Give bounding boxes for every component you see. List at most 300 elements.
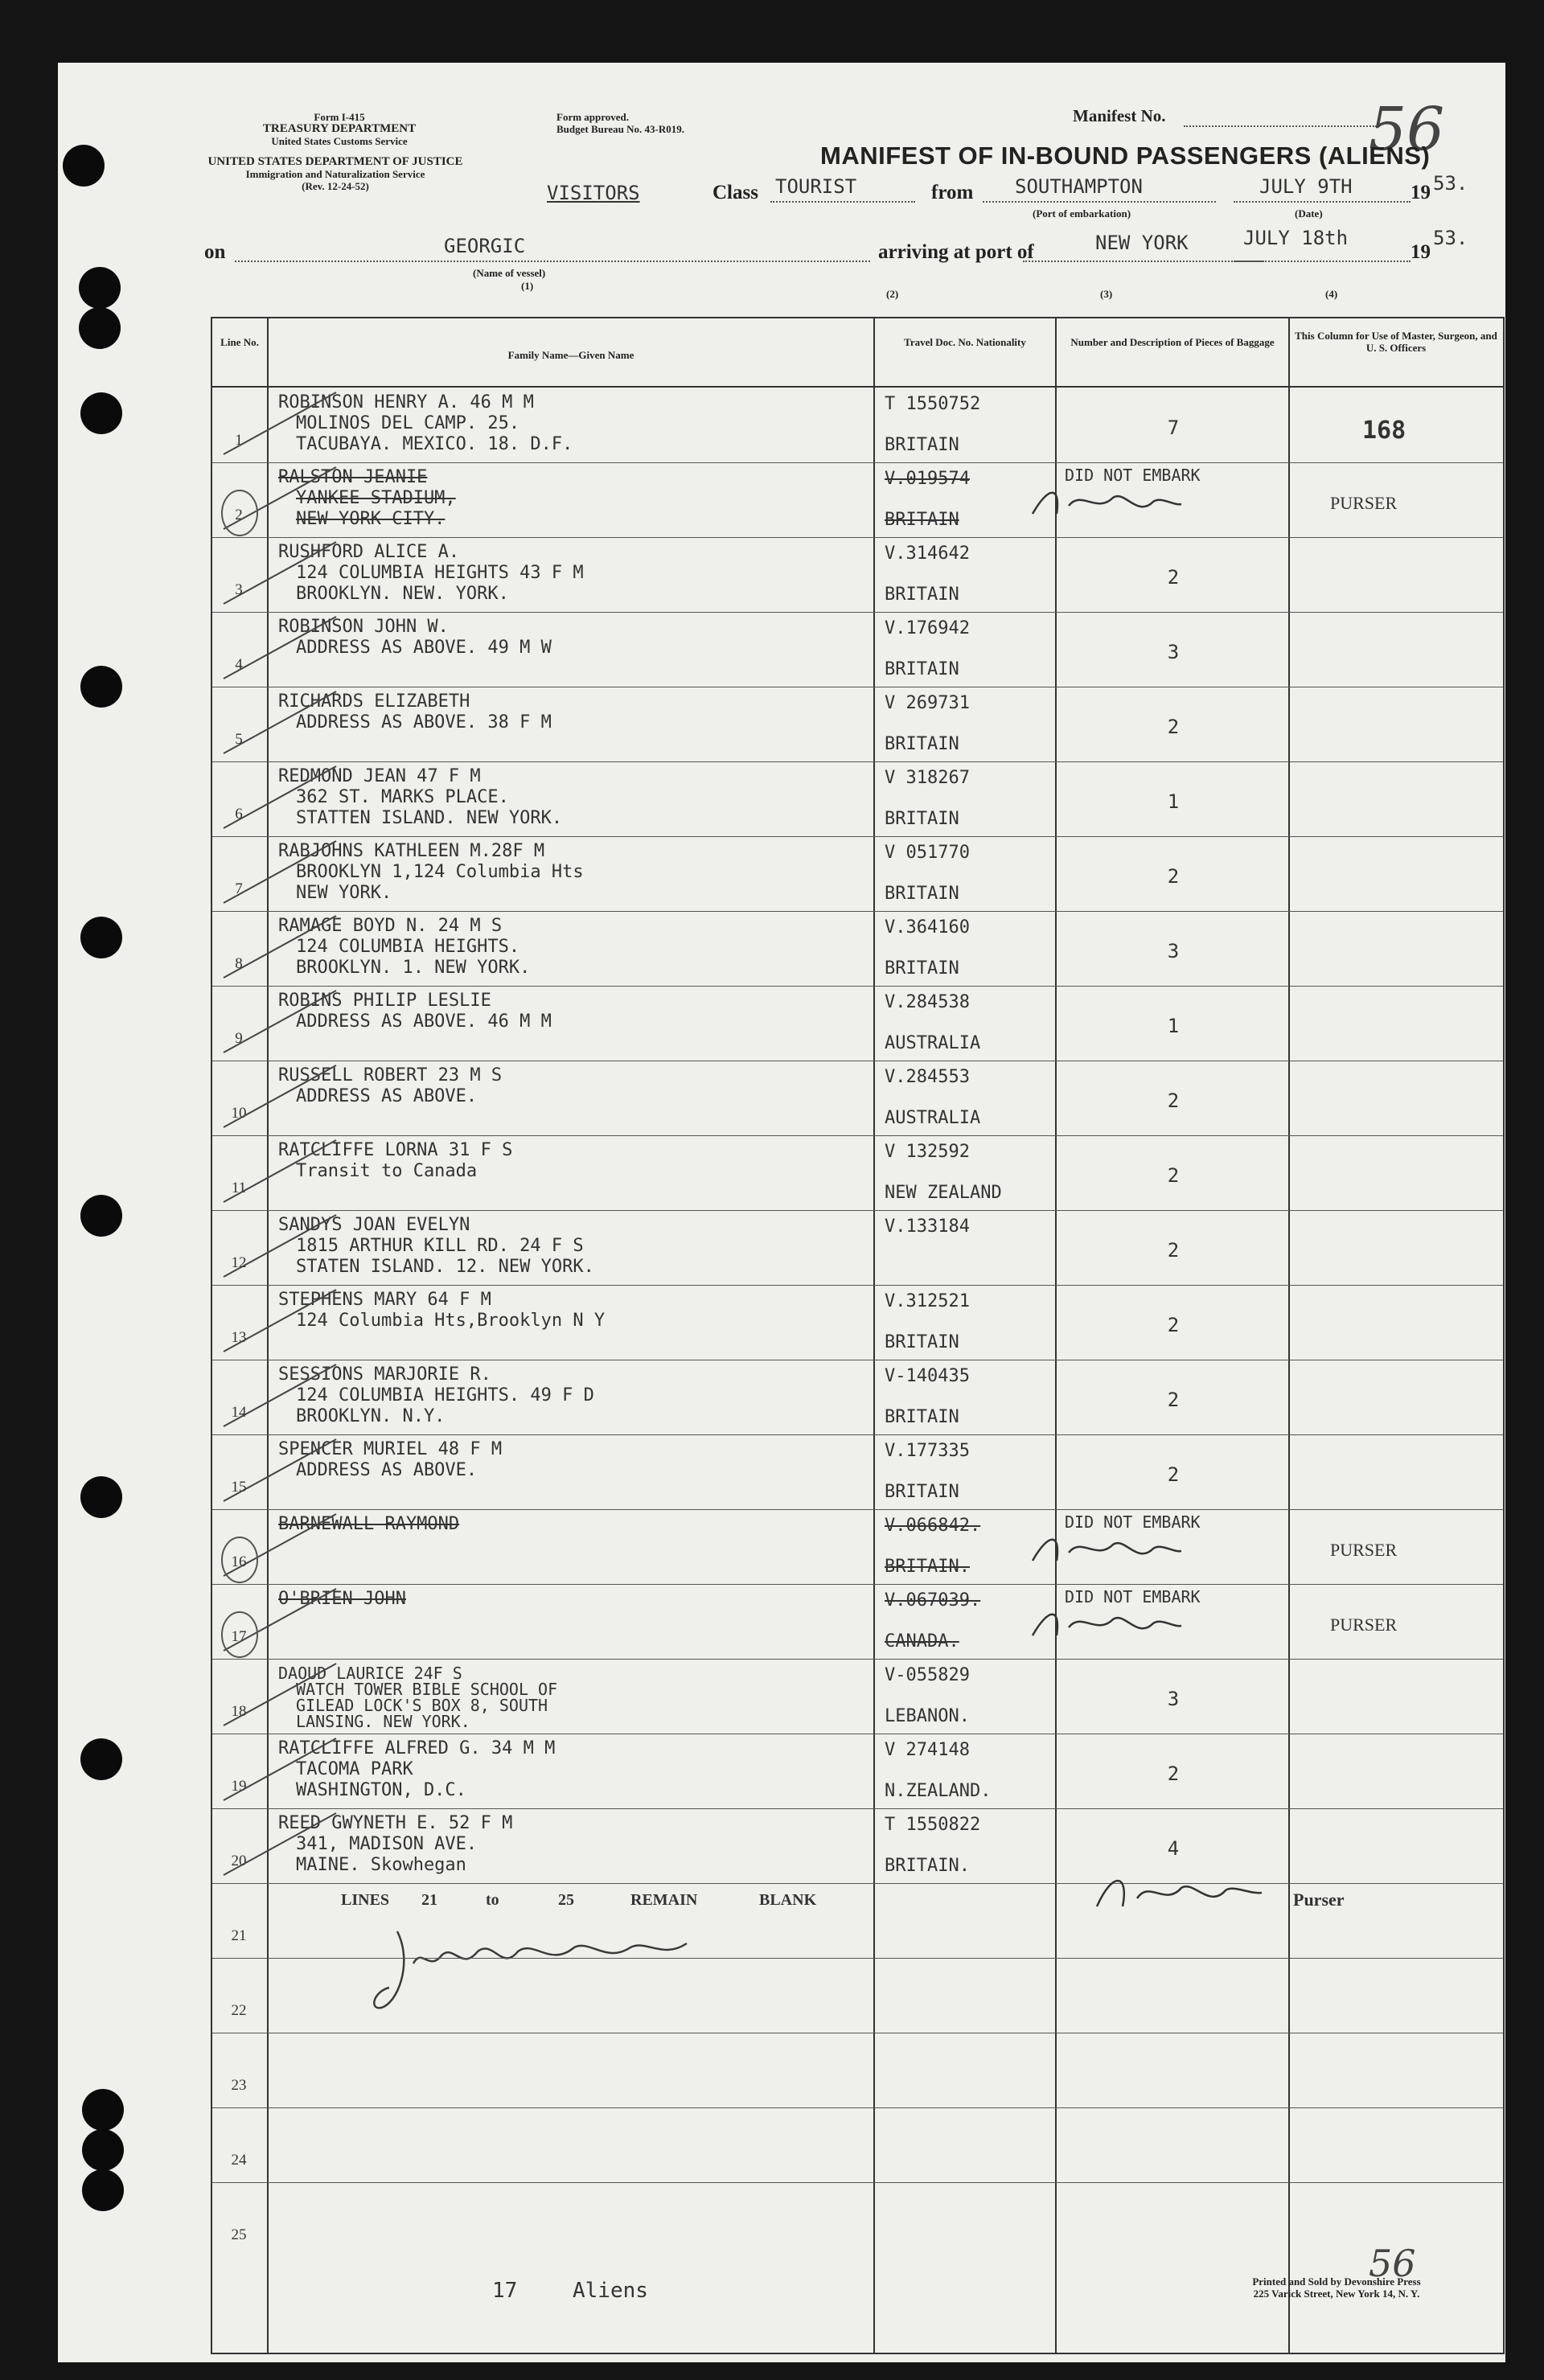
passenger-entry-line: RALSTON JEANIE (278, 467, 428, 487)
arrival-date: JULY 18th (1243, 227, 1349, 249)
passenger-entry-line: 124 COLUMBIA HEIGHTS. (296, 937, 520, 957)
nationality: BRITAIN (885, 958, 959, 979)
embark-caption: (Port of embarkation) (1033, 207, 1131, 220)
baggage-count: 1 (1167, 790, 1180, 813)
line-number: 9 (235, 1030, 243, 1047)
baggage-count: 2 (1167, 1389, 1180, 1411)
table-row (212, 537, 1503, 612)
col1-number: (1) (521, 280, 534, 292)
travel-doc-number: V 269731 (885, 693, 970, 713)
date-caption: (Date) (1295, 207, 1323, 220)
check-mark-icon (216, 462, 344, 537)
row-rule (212, 462, 1503, 463)
table-row (212, 1360, 1503, 1434)
passenger-entry-line: BROOKLYN. N.Y. (296, 1406, 446, 1426)
table-row (212, 911, 1503, 986)
passenger-entry-line: 124 Columbia Hts,Brooklyn N Y (296, 1311, 606, 1331)
total-count: 17 (492, 2279, 518, 2303)
row-rule (212, 911, 1503, 912)
table-row (212, 836, 1503, 911)
row-rule (212, 537, 1503, 538)
travel-doc-number: T 1550822 (885, 1815, 981, 1835)
check-stroke (224, 1065, 336, 1127)
table-row (212, 1509, 1503, 1584)
passenger-entry-line: ADDRESS AS ABOVE. 46 M M (296, 1012, 552, 1032)
baggage-count: 2 (1167, 865, 1180, 888)
line-number: 10 (231, 1105, 247, 1122)
travel-doc-number: V.284553 (885, 1067, 970, 1087)
check-mark-icon (216, 1509, 344, 1584)
date-field (1234, 201, 1411, 203)
line-number: 7 (235, 880, 243, 897)
total-label: Aliens (573, 2279, 648, 2303)
table-row (212, 1434, 1503, 1509)
punch-hole (80, 1738, 122, 1780)
passenger-entry-line: BROOKLYN. NEW. YORK. (296, 584, 509, 604)
purser-mark: PURSER (1330, 1540, 1398, 1560)
header-travel-doc: Travel Doc. No. Nationality (904, 336, 1026, 348)
punch-hole (80, 1476, 122, 1518)
nationality: BRITAIN (885, 659, 959, 679)
check-stroke (224, 916, 336, 978)
page-mark: 56 (1369, 2242, 1416, 2285)
check-mark-icon (216, 911, 344, 986)
row-rule (212, 986, 1503, 987)
line-number: 6 (235, 806, 243, 823)
punch-hole (80, 917, 122, 958)
blank-note-text: to (486, 1891, 499, 1909)
purser-mark: PURSER (1330, 1615, 1398, 1635)
line-number: 14 (231, 1404, 247, 1421)
line-number: 1 (235, 432, 243, 449)
check-mark-icon (216, 388, 344, 462)
revision: (Rev. 12-24-52) (302, 180, 369, 192)
table-row (212, 761, 1503, 836)
check-stroke (224, 841, 336, 903)
passenger-entry-line: YANKEE STADIUM, (296, 488, 456, 508)
form-id-block (251, 111, 428, 147)
check-stroke (224, 1738, 336, 1800)
form-approved: Form approved. (556, 111, 630, 123)
year-prefix: 19 (1411, 182, 1431, 203)
purser-mark: PURSER (1330, 493, 1398, 513)
table-row (212, 1135, 1503, 1210)
baggage-count: 3 (1167, 1688, 1180, 1710)
line-number: 21 (231, 1927, 247, 1944)
nationality: BRITAIN (885, 1407, 959, 1427)
visa-type: VISITORS (547, 182, 640, 204)
travel-doc-number: T 1550752 (885, 394, 981, 414)
line-number: 18 (231, 1703, 247, 1720)
row-rule (212, 612, 1503, 613)
passenger-entry-line: ADDRESS AS ABOVE. 49 M W (296, 638, 552, 658)
col2-number: (2) (886, 288, 899, 300)
table-row (212, 986, 1503, 1061)
nationality: CANADA. (885, 1631, 959, 1652)
check-mark-icon (216, 1659, 344, 1734)
check-mark-icon (216, 1285, 344, 1360)
class-label: Class (712, 182, 758, 203)
check-mark-icon (216, 1210, 344, 1285)
baggage-count: 1 (1167, 1015, 1180, 1037)
passenger-entry-line: ADDRESS AS ABOVE. 38 F M (296, 712, 552, 732)
passenger-entry-line: STEPHENS MARY 64 F M (278, 1290, 491, 1310)
check-stroke (224, 1514, 336, 1576)
manifest-no-field (1184, 125, 1377, 127)
passenger-entry-line: ADDRESS AS ABOVE. (296, 1460, 478, 1480)
budget-bureau: Budget Bureau No. 43-R019. (556, 123, 685, 135)
punch-hole (63, 145, 105, 187)
row-rule (212, 2182, 1503, 2183)
baggage-count: 2 (1167, 1089, 1180, 1112)
treasury-dept: TREASURY DEPARTMENT (262, 122, 417, 135)
baggage-count: 2 (1167, 1164, 1180, 1187)
nationality: BRITAIN (885, 734, 959, 754)
vessel-field (235, 261, 870, 262)
travel-doc-number: V.312521 (885, 1291, 970, 1311)
purser-signature (1025, 1529, 1185, 1577)
check-mark-icon (216, 687, 344, 761)
blank-note-text: BLANK (759, 1891, 817, 1909)
table-row (212, 1883, 1503, 1958)
check-mark-icon (216, 1584, 344, 1659)
passenger-entry-line: TACUBAYA. MEXICO. 18. D.F. (296, 434, 573, 454)
table-row (212, 388, 1503, 462)
line-number: 16 (231, 1553, 247, 1570)
punch-hole (82, 2169, 124, 2211)
punch-hole (79, 307, 121, 349)
passenger-entry-line: Transit to Canada (296, 1161, 478, 1181)
arrival-year: 53. (1433, 227, 1468, 249)
passenger-entry-line: 124 COLUMBIA HEIGHTS. 49 F D (296, 1385, 594, 1405)
table-row (212, 2182, 1503, 2257)
table-row (212, 687, 1503, 761)
baggage-count: DID NOT EMBARK (1065, 1587, 1201, 1606)
line-number: 8 (235, 955, 243, 972)
check-stroke (224, 1664, 336, 1726)
check-mark-icon (216, 761, 344, 836)
passenger-entry-line: REDMOND JEAN 47 F M (278, 766, 481, 786)
nationality: BRITAIN (885, 809, 959, 829)
row-rule (212, 1509, 1503, 1510)
header-line-no: Line No. (220, 336, 259, 348)
on-label: on (204, 241, 226, 263)
vessel-name: GEORGIC (444, 235, 526, 257)
header-baggage: Number and Description of Pieces of Baggage (1070, 336, 1275, 348)
passenger-entry-line: BARNEWALL RAYMOND (278, 1514, 460, 1534)
nationality: BRITAIN. (885, 1557, 970, 1577)
table-row (212, 2107, 1503, 2182)
nationality: BRITAIN (885, 435, 959, 455)
passenger-entry-line: 124 COLUMBIA HEIGHTS 43 F M (296, 563, 584, 583)
line-number: 5 (235, 731, 243, 748)
check-stroke (224, 617, 336, 679)
row-rule (212, 1285, 1503, 1286)
row-rule (212, 836, 1503, 837)
purser-label: Purser (1293, 1890, 1345, 1910)
passenger-entry-line: MOLINOS DEL CAMP. 25. (296, 413, 520, 433)
check-mark-icon (216, 1135, 344, 1210)
punch-hole (80, 666, 122, 708)
line-number: 4 (235, 656, 243, 673)
nationality: AUSTRALIA (885, 1108, 981, 1128)
check-stroke (224, 991, 336, 1053)
table-row (212, 612, 1503, 687)
travel-doc-number: V-055829 (885, 1665, 970, 1685)
line-number: 22 (231, 2002, 247, 2019)
passenger-entry-line: SESSIONS MARJORIE R. (278, 1364, 491, 1385)
nationality: LEBANON. (885, 1706, 970, 1726)
passenger-entry-line: LANSING. NEW YORK. (296, 1712, 470, 1731)
check-mark-icon (216, 1734, 344, 1808)
check-stroke (224, 1290, 336, 1352)
class-field (770, 201, 915, 203)
check-stroke (224, 542, 336, 604)
passenger-entry-line: RICHARDS ELIZABETH (278, 691, 470, 712)
check-mark-icon (216, 836, 344, 911)
passenger-entry-line: 341, MADISON AVE. (296, 1834, 478, 1854)
check-stroke (224, 1439, 336, 1501)
line-number: 23 (231, 2077, 247, 2094)
manifest-no-handwritten: 56 (1369, 95, 1445, 164)
line-number: 19 (231, 1778, 247, 1795)
travel-doc-number: V.176942 (885, 618, 970, 638)
check-stroke (224, 691, 336, 753)
nationality: BRITAIN (885, 585, 959, 605)
ins-line: Immigration and Naturalization Service (245, 168, 425, 180)
travel-doc-number: V.067039. (885, 1590, 981, 1611)
check-mark-icon (216, 612, 344, 687)
passenger-entry-line: WATCH TOWER BIBLE SCHOOL OF (296, 1680, 558, 1699)
purser-signature (1025, 482, 1185, 530)
row-rule (212, 761, 1503, 762)
line-number: 12 (231, 1254, 247, 1271)
approval-block (556, 111, 684, 135)
travel-doc-number: V-140435 (885, 1366, 970, 1386)
blank-note-text: REMAIN (630, 1891, 698, 1909)
passenger-entry-line: STATEN ISLAND. 12. NEW YORK. (296, 1257, 594, 1277)
from-label: from (931, 182, 974, 203)
form-number: Form I-415 (314, 111, 365, 123)
passenger-entry-line: REED GWYNETH E. 52 F M (278, 1813, 513, 1833)
row-rule (212, 1135, 1503, 1136)
header-name: Family Name—Given Name (507, 349, 634, 361)
port-of-embarkation: SOUTHAMPTON (1015, 175, 1143, 198)
nationality: N.ZEALAND. (885, 1781, 992, 1801)
arrival-port: NEW YORK (1095, 232, 1189, 254)
table-row (212, 1210, 1503, 1285)
manifest-title: MANIFEST OF IN-BOUND PASSENGERS (ALIENS) (820, 142, 1431, 170)
travel-doc-number: V.364160 (885, 917, 970, 938)
travel-doc-number: V.314642 (885, 544, 970, 564)
row-rule (212, 2107, 1503, 2108)
row-rule (212, 1883, 1503, 1884)
table-row (212, 1061, 1503, 1135)
blank-note-text: 25 (558, 1891, 574, 1909)
punch-hole (82, 2089, 124, 2131)
embark-year: 53. (1433, 172, 1468, 195)
baggage-count: 2 (1167, 716, 1180, 738)
travel-doc-number: V.284538 (885, 992, 970, 1012)
passenger-entry-line: TACOMA PARK (296, 1759, 413, 1779)
passenger-entry-line: RUSSELL ROBERT 23 M S (278, 1065, 503, 1085)
passenger-entry-line: DAOUD LAURICE 24F S (278, 1664, 462, 1683)
table-row (212, 1734, 1503, 1808)
passenger-entry-line: BROOKLYN. 1. NEW YORK. (296, 958, 531, 978)
nationality: BRITAIN (885, 884, 959, 904)
passenger-entry-line: RABJOHNS KATHLEEN M.28F M (278, 841, 545, 861)
row-rule (212, 1659, 1503, 1660)
check-stroke (224, 392, 336, 454)
passenger-entry-line: NEW YORK CITY. (296, 509, 446, 529)
travel-doc-number: V 318267 (885, 768, 970, 788)
nationality: BRITAIN (885, 510, 959, 530)
check-stroke (224, 766, 336, 828)
table-row (212, 1584, 1503, 1659)
col4-number: (4) (1325, 288, 1338, 300)
customs-service: United States Customs Service (271, 135, 408, 147)
table-row (212, 1958, 1503, 2033)
table-row (212, 462, 1503, 537)
passenger-entry-line: RATCLIFFE LORNA 31 F S (278, 1140, 513, 1160)
baggage-count: 2 (1167, 1762, 1180, 1785)
embark-date: JULY 9TH (1259, 175, 1353, 198)
line-number: 17 (231, 1628, 247, 1645)
passenger-entry-line: RATCLIFFE ALFRED G. 34 M M (278, 1738, 556, 1758)
doj-title: UNITED STATES DEPARTMENT OF JUSTICE (207, 155, 463, 168)
line-number: 13 (231, 1329, 247, 1346)
check-stroke (224, 1589, 336, 1651)
nationality: BRITAIN (885, 1332, 959, 1352)
baggage-count: 3 (1167, 641, 1180, 663)
line-number: 24 (231, 2152, 247, 2169)
doj-block (179, 156, 492, 192)
passenger-entry-line: WASHINGTON, D.C. (296, 1780, 466, 1800)
punch-hole (82, 2129, 124, 2171)
nationality: AUSTRALIA (885, 1033, 981, 1053)
travel-doc-number: V.019574 (885, 469, 970, 489)
row-rule (212, 1584, 1503, 1585)
check-stroke (224, 1140, 336, 1202)
passenger-entry-line: GILEAD LOCK'S BOX 8, SOUTH (296, 1696, 548, 1715)
baggage-count: 2 (1167, 1314, 1180, 1336)
travel-doc-number: V.133184 (885, 1217, 970, 1237)
passenger-entry-line: ROBINSON HENRY A. 46 M M (278, 392, 534, 412)
travel-doc-number: V 274148 (885, 1740, 970, 1760)
line-number: 20 (231, 1853, 247, 1869)
check-stroke (224, 467, 336, 529)
check-stroke (224, 1215, 336, 1277)
printer-imprint (1168, 2275, 1505, 2300)
baggage-count: 3 (1167, 940, 1180, 962)
check-mark-icon (216, 1061, 344, 1135)
officer-number: 168 (1362, 416, 1406, 445)
baggage-count: 7 (1167, 416, 1180, 439)
baggage-count: DID NOT EMBARK (1065, 466, 1201, 485)
table-row (212, 1808, 1503, 1883)
baggage-count: 2 (1167, 1239, 1180, 1262)
check-mark-icon (216, 1808, 344, 1883)
row-rule (212, 1210, 1503, 1211)
check-mark-icon (216, 1434, 344, 1509)
arriving-label: arriving at port of (878, 241, 1034, 263)
nationality: BRITAIN (885, 1482, 959, 1502)
embark-field (983, 201, 1216, 203)
baggage-count: 2 (1167, 566, 1180, 589)
passenger-entry-line: ROBINS PHILIP LESLIE (278, 991, 491, 1011)
blank-note-text: LINES (341, 1891, 390, 1909)
punch-hole (80, 392, 122, 434)
baggage-count: 4 (1167, 1837, 1180, 1860)
check-mark-icon (216, 537, 344, 612)
travel-doc-number: V.066842. (885, 1516, 981, 1536)
table-row (212, 1659, 1503, 1734)
printer-address: 225 Varick Street, New York 14, N. Y. (1253, 2288, 1420, 2300)
passenger-table (211, 317, 1505, 2354)
row-rule (212, 1434, 1503, 1435)
nationality: BRITAIN. (885, 1856, 970, 1876)
vessel-caption: (Name of vessel) (473, 267, 546, 279)
baggage-count: DID NOT EMBARK (1065, 1512, 1201, 1532)
table-row (212, 1285, 1503, 1360)
line-number: 3 (235, 581, 243, 598)
passenger-entry-line: RAMAGE BOYD N. 24 M S (278, 916, 503, 936)
passenger-entry-line: SPENCER MURIEL 48 F M (278, 1439, 503, 1459)
row-rule (212, 1808, 1503, 1809)
arrival-port-field (1023, 261, 1264, 262)
arrival-date-field (1234, 261, 1411, 262)
manifest-no-label: Manifest No. (1073, 106, 1166, 125)
row-rule (212, 1958, 1503, 1959)
passenger-entry-line: NEW YORK. (296, 883, 392, 903)
table-row (212, 2033, 1503, 2107)
passenger-entry-line: O'BRIEN JOHN (278, 1589, 406, 1609)
passenger-entry-line: 1815 ARTHUR KILL RD. 24 F S (296, 1236, 584, 1256)
passenger-entry-line: SANDYS JOAN EVELYN (278, 1215, 470, 1235)
purser-signature (1025, 1603, 1185, 1652)
travel-doc-number: V.177335 (885, 1441, 970, 1461)
blank-note-text: 21 (421, 1891, 437, 1909)
passenger-entry-line: ADDRESS AS ABOVE. (296, 1086, 478, 1106)
col3-number: (3) (1100, 288, 1113, 300)
printer-line: Printed and Sold by Devonshire Press (1252, 2275, 1421, 2288)
passenger-entry-line: BROOKLYN 1,124 Columbia Hts (296, 862, 584, 882)
nationality: NEW ZEALAND (885, 1183, 1002, 1203)
class-value: TOURIST (775, 175, 857, 198)
passenger-entry-line: ROBINSON JOHN W. (278, 617, 449, 637)
baggage-count: 2 (1167, 1463, 1180, 1486)
check-stroke (224, 1813, 336, 1875)
manifest-page (58, 63, 1505, 2362)
line-number: 25 (231, 2226, 247, 2243)
travel-doc-number: V 132592 (885, 1142, 970, 1162)
purser-signature (1089, 1870, 1266, 1918)
header-officers: This Column for Use of Master, Surgeon, and U. S. Officers (1295, 330, 1497, 354)
check-stroke (224, 1364, 336, 1426)
passenger-entry-line: RUSHFORD ALICE A. (278, 542, 460, 562)
passenger-entry-line: MAINE. Skowhegan (296, 1855, 466, 1875)
line-number: 15 (231, 1479, 247, 1496)
line-number: 2 (235, 507, 243, 523)
check-mark-icon (216, 1360, 344, 1434)
travel-doc-number: V 051770 (885, 843, 970, 863)
year-prefix-arrival: 19 (1411, 241, 1431, 263)
passenger-entry-line: STATTEN ISLAND. NEW YORK. (296, 808, 563, 828)
check-mark-icon (216, 986, 344, 1061)
punch-hole (80, 1195, 122, 1237)
passenger-entry-line: 362 ST. MARKS PLACE. (296, 787, 509, 807)
line-number: 11 (231, 1180, 247, 1196)
